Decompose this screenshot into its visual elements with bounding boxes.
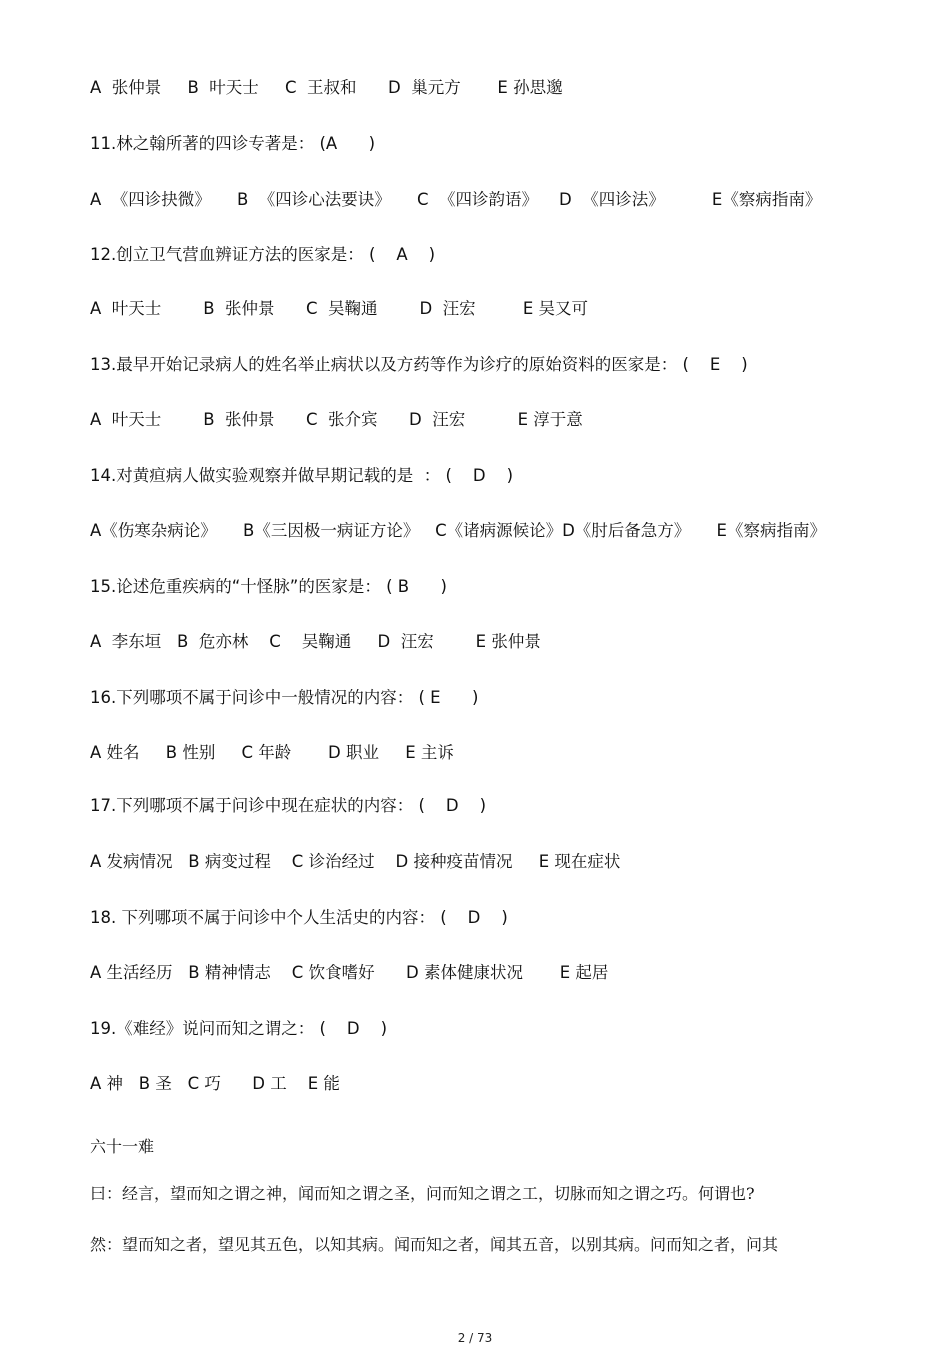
answer-options: A 张仲景 B 叶天士 C 王叔和 D 巢元方 E 孙思邈	[90, 78, 563, 97]
answer-options: A 《四诊抉微》 B 《四诊心法要诀》 C 《四诊韵语》 D 《四诊法》 E《察病指南》	[90, 190, 822, 209]
question-11: 11.林之翰所著的四诊专著是： (A )	[90, 134, 376, 153]
passage-heading: 六十一难	[90, 1137, 155, 1156]
question-18: 18. 下列哪项不属于问诊中个人生活史的内容： ( D )	[90, 908, 508, 927]
answer-options: A 叶天士 B 张仲景 C 吴鞠通 D 汪宏 E 吴又可	[90, 299, 589, 318]
question-14: 14.对黄疸病人做实验观察并做早期记载的是 ： ( D )	[90, 466, 514, 485]
question-19: 19.《难经》说问而知之谓之： ( D )	[90, 1019, 388, 1038]
question-12: 12.创立卫气营血辨证方法的医家是： ( A )	[90, 245, 436, 264]
answer-options: A 叶天士 B 张仲景 C 张介宾 D 汪宏 E 淳于意	[90, 410, 583, 429]
question-16: 16.下列哪项不属于问诊中一般情况的内容： ( E )	[90, 688, 479, 707]
answer-options: A 发病情况 B 病变过程 C 诊治经过 D 接种疫苗情况 E 现在症状	[90, 852, 621, 871]
passage-line: 然：望而知之者，望见其五色，以知其病。闻而知之者，闻其五音，以别其病。问而知之者，问其	[90, 1235, 779, 1254]
answer-options: A 姓名 B 性别 C 年龄 D 职业 E 主诉	[90, 743, 454, 762]
question-13: 13.最早开始记录病人的姓名举止病状以及方药等作为诊疗的原始资料的医家是： ( E )	[90, 355, 748, 374]
answer-options: A《伤寒杂病论》 B《三因极一病证方论》 C《诸病源候论》D《肘后备急方》 E《察病指南》	[90, 521, 826, 540]
answer-options: A 神 B 圣 C 巧 D 工 E 能	[90, 1074, 340, 1093]
question-15: 15.论述危重疾病的“十怪脉”的医家是： ( B )	[90, 577, 447, 596]
passage-line: 曰：经言，望而知之谓之神，闻而知之谓之圣，问而知之谓之工，切脉而知之谓之巧。何谓也?	[90, 1184, 755, 1203]
question-17: 17.下列哪项不属于问诊中现在症状的内容： ( D )	[90, 796, 487, 815]
answer-options: A 生活经历 B 精神情志 C 饮食嗜好 D 素体健康状况 E 起居	[90, 963, 609, 982]
page-number: 2 / 73	[457, 1331, 493, 1345]
answer-options: A 李东垣 B 危亦林 C 吴鞠通 D 汪宏 E 张仲景	[90, 632, 541, 651]
